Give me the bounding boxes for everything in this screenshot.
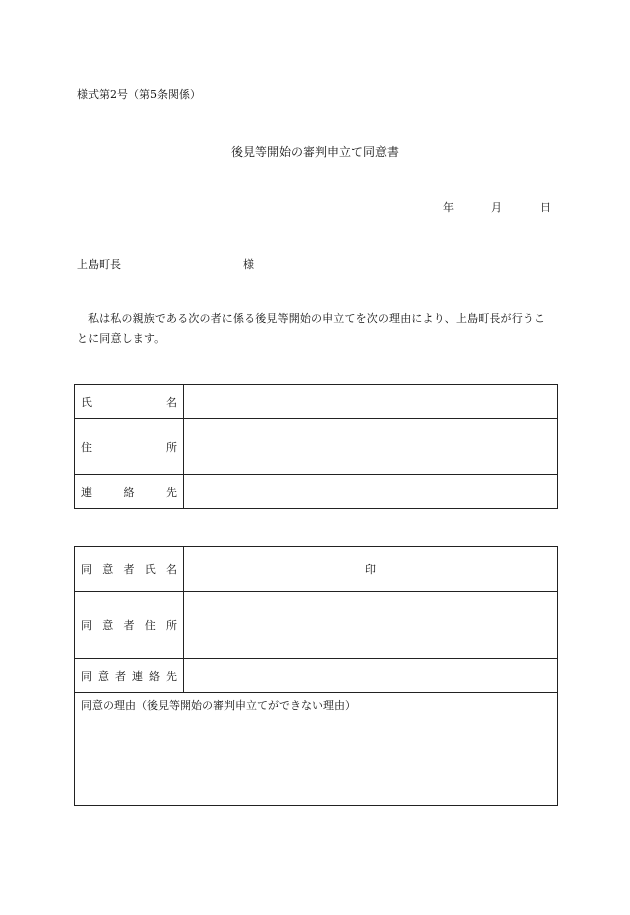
addressee-honorific: 様 <box>243 258 254 271</box>
consenter-contact-label <box>75 659 184 693</box>
label-char: 氏 <box>81 395 92 409</box>
consenter-contact-row <box>75 659 558 693</box>
label-char: 者 <box>123 619 135 632</box>
consenter-name-row <box>75 547 558 592</box>
subject-address-label <box>75 419 184 475</box>
label-char: 所 <box>166 619 177 632</box>
consenter-address-field[interactable] <box>184 592 558 659</box>
subject-name-field[interactable] <box>184 385 558 419</box>
consenter-address-row <box>75 592 558 659</box>
subject-contact-field[interactable] <box>184 475 558 509</box>
subject-name-row <box>75 385 558 419</box>
label-char: 絡 <box>123 485 135 499</box>
date-year-label: 年 <box>443 201 454 214</box>
label-char: 意 <box>102 563 114 576</box>
label-char: 名 <box>166 563 177 576</box>
consenter-name-label <box>75 547 184 592</box>
addressee-name: 上島町長 <box>77 258 121 271</box>
label-char: 氏 <box>144 563 156 576</box>
label-char: 先 <box>166 485 177 499</box>
label-char: 絡 <box>149 669 160 683</box>
subject-address-field[interactable] <box>184 419 558 475</box>
consenter-address-label <box>75 592 184 659</box>
subject-contact-row <box>75 475 558 509</box>
document-title: 後見等開始の審判申立て同意書 <box>230 145 399 159</box>
subject-name-label <box>75 385 184 419</box>
label-char: 住 <box>144 619 156 632</box>
subject-info-table <box>74 384 558 509</box>
form-number: 様式第2号（第5条関係） <box>77 88 201 101</box>
consenter-contact-field[interactable] <box>184 659 558 693</box>
label-char: 者 <box>115 669 126 683</box>
label-char: 先 <box>166 669 177 683</box>
date-month-label: 月 <box>491 201 502 214</box>
seal-mark: 印 <box>365 563 376 576</box>
consent-reason-field[interactable] <box>75 693 558 806</box>
label-char: 連 <box>132 669 143 683</box>
label-char: 同 <box>81 619 92 632</box>
consent-statement: 私は私の親族である次の者に係る後見等開始の申立てを次の理由により、上島町長が行うことに同意します。 <box>77 312 546 345</box>
date-day-label: 日 <box>540 201 551 214</box>
label-char: 名 <box>166 395 177 409</box>
label-char: 意 <box>98 669 109 683</box>
label-char: 者 <box>123 563 135 576</box>
label-char: 意 <box>102 619 114 632</box>
subject-contact-label <box>75 475 184 509</box>
label-char: 同 <box>81 669 92 683</box>
label-char: 連 <box>81 485 92 499</box>
label-char: 所 <box>166 440 177 454</box>
consenter-info-table <box>74 546 558 806</box>
consent-reason-row <box>75 693 558 806</box>
label-char: 住 <box>81 440 92 454</box>
consenter-name-field[interactable] <box>184 547 558 592</box>
consent-reason-label: 同意の理由（後見等開始の審判申立てができない理由） <box>81 699 356 712</box>
subject-address-row <box>75 419 558 475</box>
label-char: 同 <box>81 563 92 576</box>
